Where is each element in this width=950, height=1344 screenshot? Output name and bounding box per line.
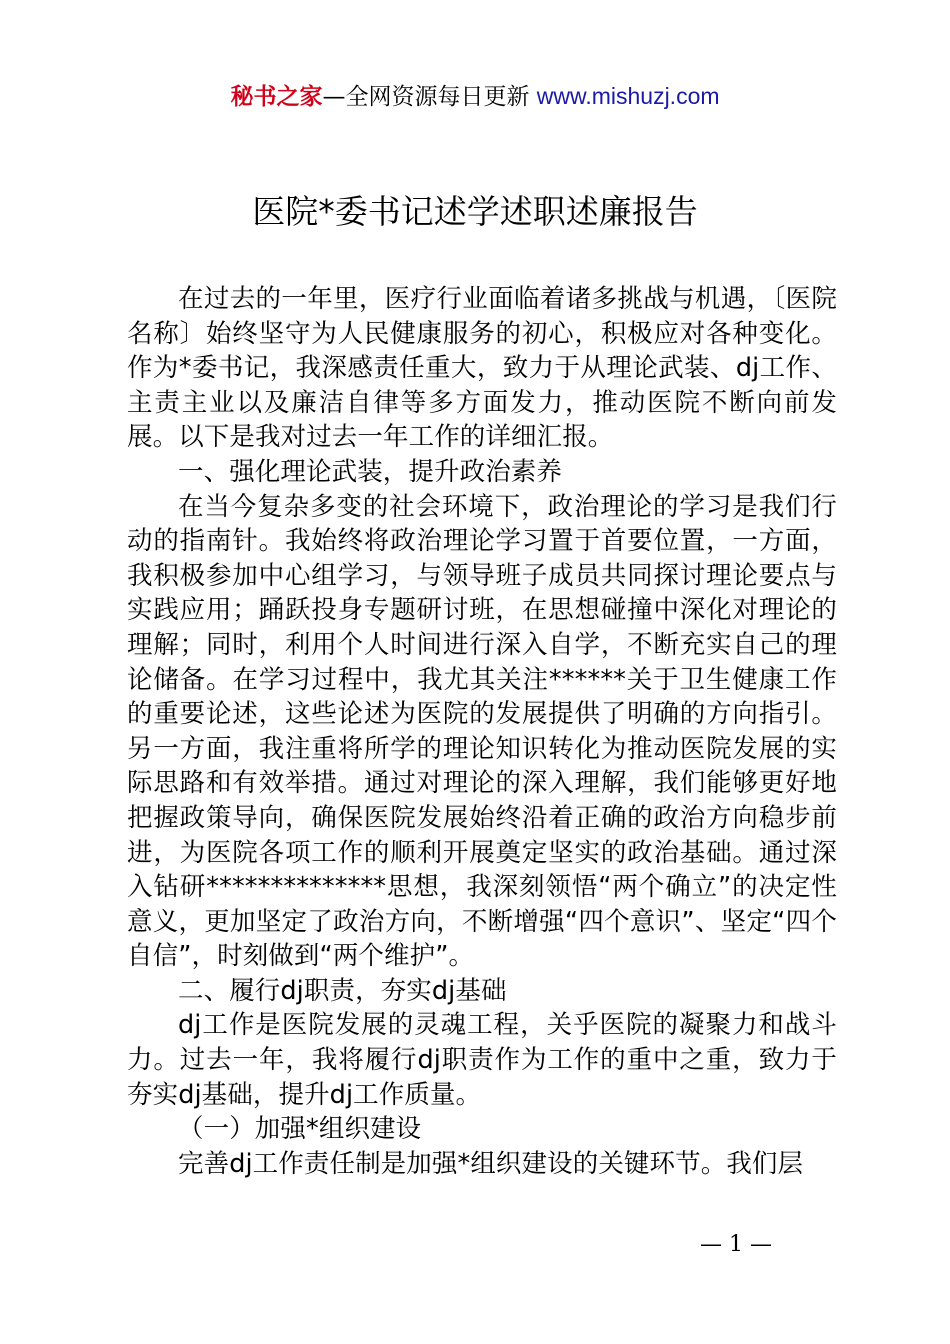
banner-brand: 秘书之家 [230, 84, 323, 110]
paragraph-dj-duty: dj工作是医院发展的灵魂工程，关乎医院的凝聚力和战斗力。过去一年，我将履行dj职责作为工作的重中之重，致力于夯实dj基础，提升dj工作质量。 [127, 1010, 837, 1110]
banner-url-link[interactable]: www.mishuzj.com [536, 83, 720, 109]
section-heading-2: 二、履行dj职责，夯实dj基础 [178, 975, 507, 1006]
site-banner [0, 80, 950, 113]
paragraph-organization: 完善dj工作责任制是加强*组织建设的关键环节。我们层 [178, 1148, 804, 1179]
page-number: — 1 — [700, 1232, 772, 1257]
document-title: 医院*委书记述学述职述廉报告 [252, 192, 698, 231]
paragraph-intro: 在过去的一年里，医疗行业面临着诸多挑战与机遇，〔医院名称〕始终坚守为人民健康服务的初心，积极应对各种变化。作为*委书记，我深感责任重大，致力于从理论武装、dj工作、主责主业以及廉洁自律等多方面发力，推动医院不断向前发展。以下是我对过去一年工作的详细汇报。 [127, 284, 837, 453]
subsection-heading-1: （一）加强*组织建设 [178, 1114, 422, 1145]
banner-tagline: —全网资源每日更新 [322, 84, 530, 110]
section-heading-1: 一、强化理论武装，提升政治素养 [178, 456, 563, 487]
document-body [127, 282, 837, 1181]
paragraph-theory: 在当今复杂多变的社会环境下，政治理论的学习是我们行动的指南针。我始终将政治理论学习置于首要位置，一方面，我积极参加中心组学习，与领导班子成员共同探讨理论要点与实践应用；踊跃投身专题研讨班，在思想碰撞中深化对理论的理解；同时，利用个人时间进行深入自学，不断充实自己的理论储备。在学习过程中，我尤其关注******关于卫生健康工作的重要论述，这些论述为医院的发展提供了明确的方向指引。另一方面，我注重将所学的理论知识转化为推动医院发展的实际思路和有效举措。通过对理论的深入理解，我们能够更好地把握政策导向，确保医院发展始终沿着正确的政治方向稳步前进，为医院各项工作的顺利开展奠定坚实的政治基础。通过深入钻研**************思想，我深刻领悟“两个确立”的决定性意义，更加坚定了政治方向，不断增强“四个意识”、坚定“四个自信”，时刻做到“两个维护”。 [127, 491, 837, 972]
